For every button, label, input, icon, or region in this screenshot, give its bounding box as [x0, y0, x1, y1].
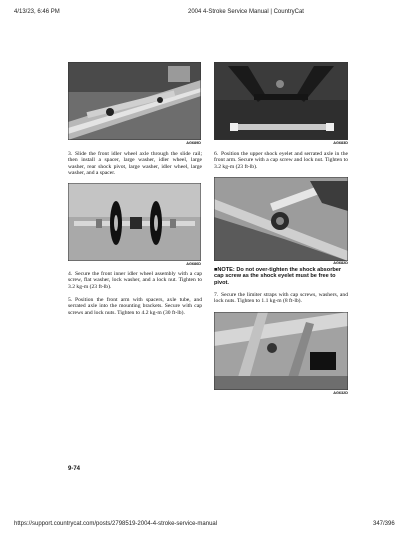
photo-code: AG683D	[333, 141, 348, 145]
photo-code: AG682D	[333, 261, 348, 265]
step-text: Secure the front inner idler wheel assembly with a cap screw, flat washer, lock washer, and a lock nut. Tighten to 3.2 kg-m (23 ft-lb).	[68, 271, 202, 290]
step-text: Position the upper shock eyelet and serrated axle in the front arm. Secure with a cap screw and lock nut. Tighten to 3.2 kg-m (23 ft-lb).	[214, 151, 348, 170]
photo-code: AG689D	[186, 141, 201, 145]
manual-page-number: 9-74	[68, 466, 81, 472]
note-text: Do not over-tighten the shock absorber cap screw as the shock eyelet must be free to pivot.	[214, 267, 342, 286]
step-5	[68, 297, 202, 316]
step-7	[214, 292, 348, 305]
step-number: 5.	[68, 297, 73, 303]
step-text: Position the front arm with spacers, axle tube, and serrated axle into the mounting brackets. Secure with cap screws and lock nuts. Tighten to 4.2 kg-m (30 ft-lb).	[68, 297, 202, 316]
step-6	[214, 151, 348, 170]
photo-limiter-strap	[214, 312, 348, 390]
print-url: https://support.countrycat.com/posts/2798519-2004-4-stroke-service-manual	[14, 521, 218, 527]
step-number: 4.	[68, 271, 73, 277]
step-3	[68, 151, 202, 176]
print-page-title: 2004 4-Stroke Service Manual | CountryCat	[188, 9, 304, 15]
note-label: ■NOTE:	[214, 267, 235, 273]
step-text: Secure the limiter straps with cap screws, washers, and lock nuts. Tighten to 1.1 kg-m (8 ft-lb).	[214, 292, 348, 305]
step-number: 3.	[68, 151, 73, 157]
photo-code: AG632D	[333, 391, 348, 395]
step-number: 6.	[214, 151, 219, 157]
warning-note	[214, 267, 350, 286]
step-text: Slide the front idler wheel axle through the slide rail; then install a spacer, large washer, idler wheel, large washer, rear shock pivot, large washer, idler wheel, large washer, and a spacer.	[68, 151, 202, 176]
print-datetime: 4/13/23, 6:46 PM	[14, 9, 60, 15]
photo-code: AG686D	[186, 262, 201, 266]
step-4	[68, 271, 202, 290]
photo-shock-eyelet-wrench	[214, 177, 348, 261]
photo-idler-wheel-assembly	[68, 183, 201, 261]
photo-front-arm-axle	[214, 62, 348, 140]
photo-slide-rail-axle	[68, 62, 201, 140]
print-page-count: 347/396	[373, 521, 395, 527]
step-number: 7.	[214, 292, 219, 298]
